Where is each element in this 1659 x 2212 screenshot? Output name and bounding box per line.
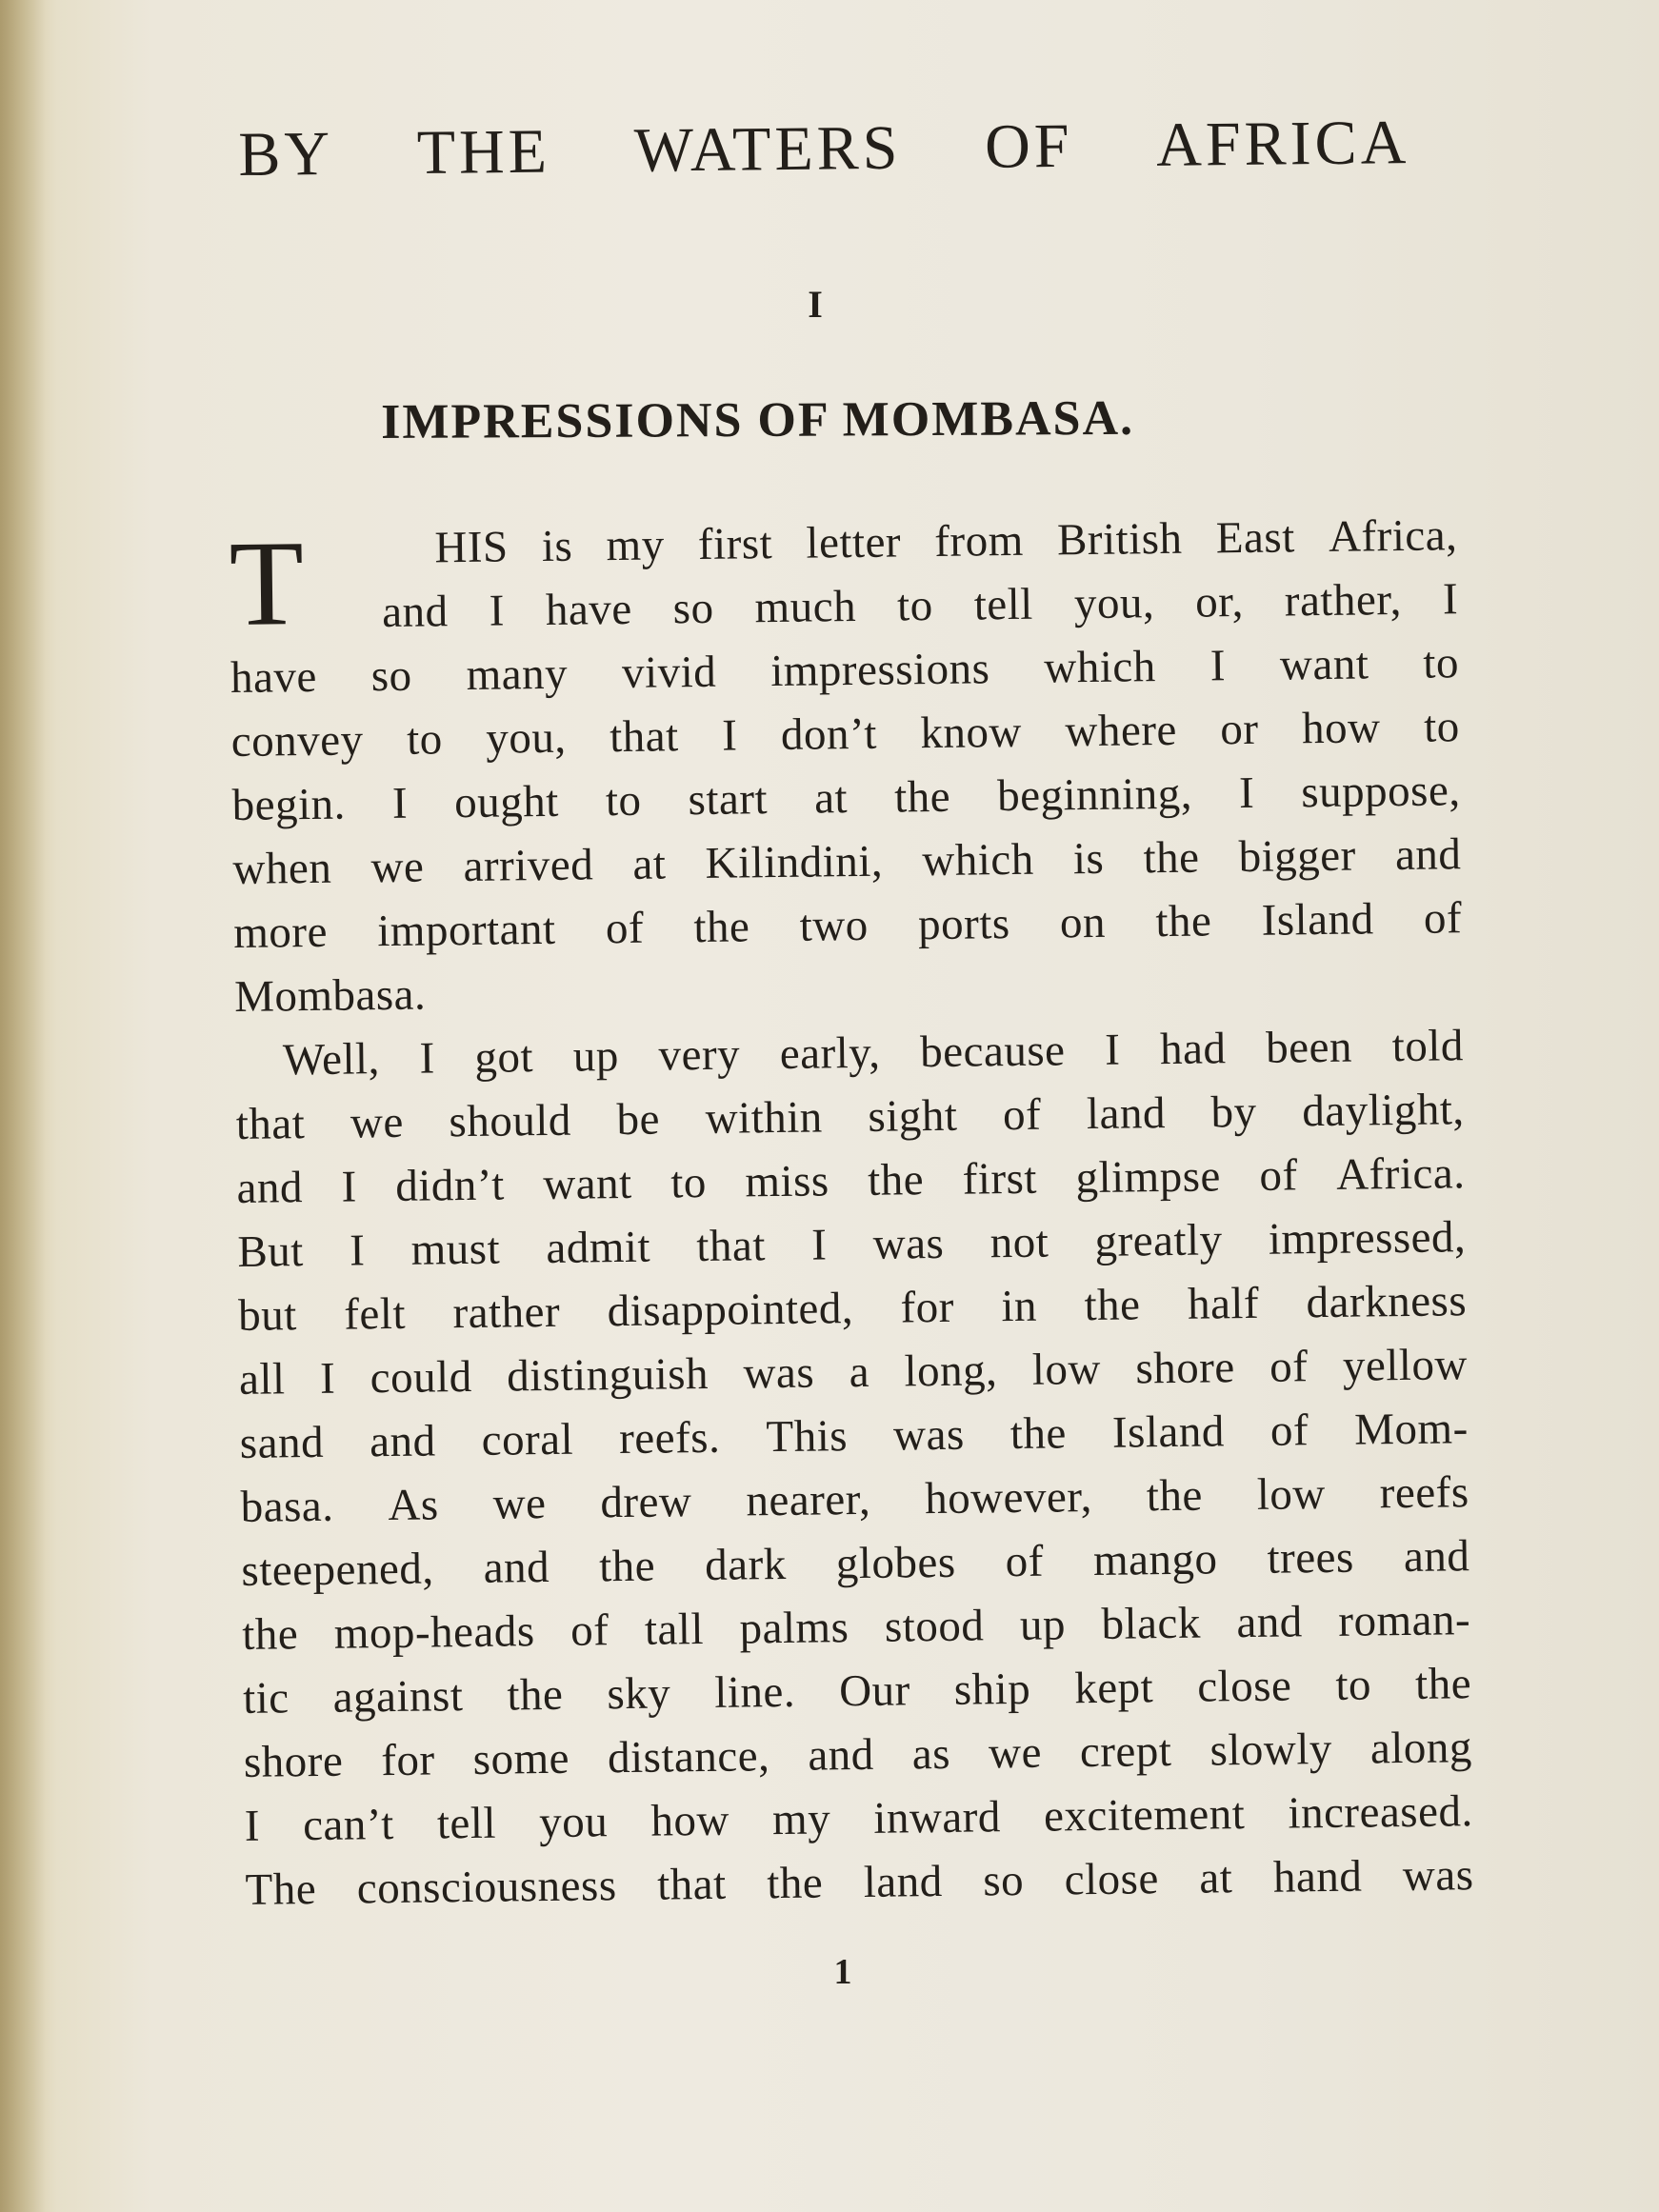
text-line: have so many vivid impressions which I want to xyxy=(230,638,1460,703)
text-line: begin. I ought to start at the beginning, I suppose, xyxy=(231,766,1461,830)
text-line: shore for some distance, and as we crept slowly along xyxy=(243,1723,1473,1787)
body-text xyxy=(229,504,1474,1923)
running-title-word: OF xyxy=(984,110,1073,182)
text-line: convey to you, that I don’t know where or how to xyxy=(230,702,1461,767)
text-line: more important of the two ports on the Island of xyxy=(232,893,1463,958)
text-line: and I have so much to tell you, or, rather, I xyxy=(381,574,1459,638)
text-line: The consciousness that the land so close at hand was xyxy=(245,1850,1474,1915)
text-line: sand and coral reefs. This was the Island of Mom- xyxy=(239,1404,1469,1468)
chapter-number: I xyxy=(808,283,823,326)
text-line: tic against the sky line. Our ship kept close to the xyxy=(242,1659,1472,1724)
text-line: Mombasa. xyxy=(233,969,427,1022)
running-title-word: WATERS xyxy=(633,112,902,186)
text-line: I can’t tell you how my inward excitement increased. xyxy=(244,1786,1473,1851)
text-line: the mop-heads of tall palms stood up black and roman- xyxy=(242,1595,1471,1660)
text-line: Well, I got up very early, because I had been told xyxy=(282,1021,1465,1086)
text-line: when we arrived at Kilindini, which is the bigger and xyxy=(232,829,1462,894)
text-line: But I must admit that I was not greatly impressed, xyxy=(237,1212,1467,1277)
text-line: that we should be within sight of land by daylight, xyxy=(235,1085,1465,1149)
drop-cap: T xyxy=(228,515,305,651)
text-line: but felt rather disappointed, for in the half darkness xyxy=(237,1276,1468,1341)
running-title-word: AFRICA xyxy=(1155,108,1410,180)
text-line: basa. As we drew nearer, however, the low reefs xyxy=(240,1467,1469,1532)
chapter-title: IMPRESSIONS OF MOMBASA. xyxy=(380,390,1135,449)
text-line: and I didn’t want to miss the first glimpse of Africa. xyxy=(236,1148,1466,1213)
running-title-word: BY xyxy=(237,118,334,189)
text-line: steepened, and the dark globes of mango trees and xyxy=(241,1531,1470,1596)
running-title xyxy=(237,108,1410,189)
text-line: all I could distinguish was a long, low shore of yellow xyxy=(238,1340,1469,1405)
page-number: 1 xyxy=(833,1952,852,1992)
text-line: HIS is my first letter from British East Africa, xyxy=(434,510,1458,573)
gutter-shadow xyxy=(0,0,46,2212)
running-title-word: THE xyxy=(416,116,551,189)
